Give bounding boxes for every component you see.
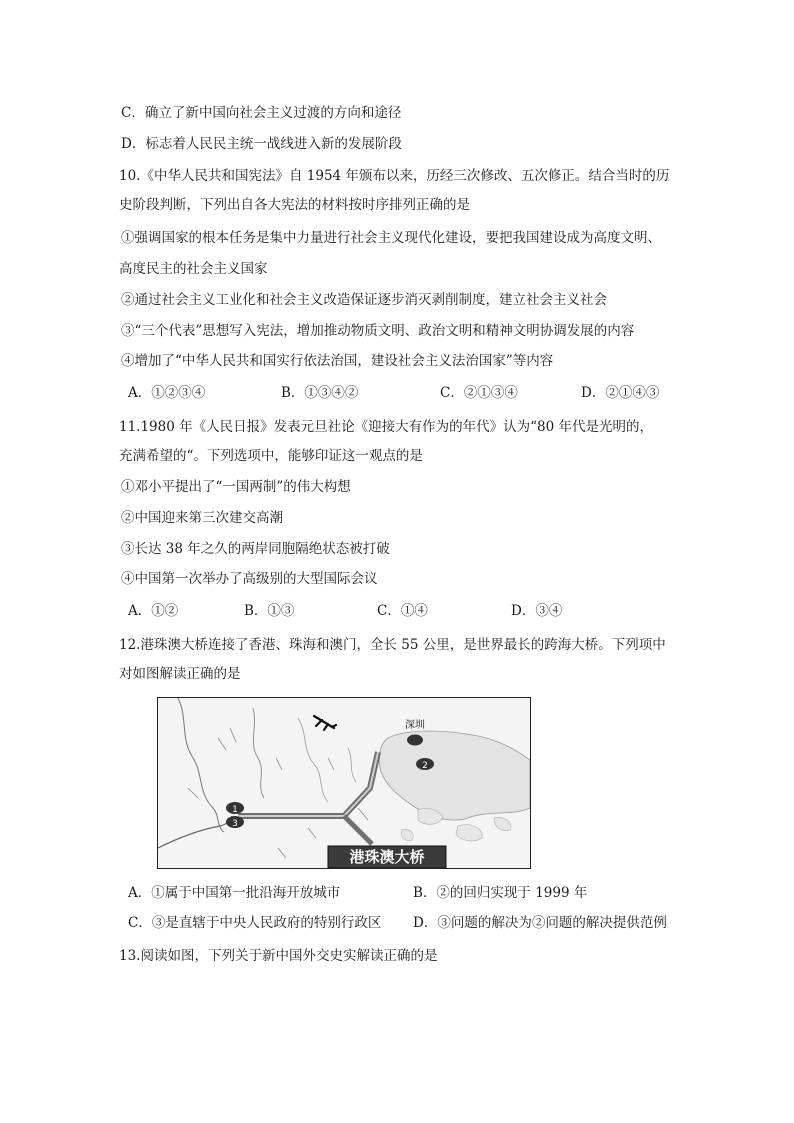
q10-item-1-cont: 高度民主的社会主义国家 (119, 261, 268, 277)
q11-item-4: ④中国第一次举办了高级别的大型国际会议 (121, 571, 378, 587)
q12-stem-line2: 对如图解读正确的是 (119, 666, 241, 682)
q10-item-2: ②通过社会主义工业化和社会主义改造保证逐步消灭剥削制度，建立社会主义社会 (121, 292, 607, 308)
q10-option-a: A．①②③④ (128, 385, 206, 401)
q12-options-row1 (0, 884, 794, 902)
q10-item-4: ④增加了“中华人民共和国实行依法治国，建设社会主义法治国家”等内容 (121, 353, 554, 369)
q11-stem-line2: 充满希望的“。下列选项中，能够印证这一观点的是 (119, 448, 423, 464)
shenzhen-label: 深圳 (405, 720, 425, 731)
q11-options (0, 602, 794, 620)
q12-option-a: A．①属于中国第一批沿海开放城市 (128, 885, 341, 901)
svg-text:2: 2 (422, 761, 428, 771)
q9-option-d: D．标志着人民民主统一战线进入新的发展阶段 (121, 136, 402, 152)
q12-option-d: D．③问题的解决为②问题的解决提供范例 (413, 915, 667, 931)
q10-option-b: B．①③④② (281, 385, 359, 401)
q10-stem-line1: 10.《中华人民共和国宪法》自 1954 年颁布以来，历经三次修改、五次修正。结合当时的历 (119, 168, 670, 184)
q11-item-2: ②中国迎来第三次建交高潮 (121, 510, 283, 526)
q9-option-c: C．确立了新中国向社会主义过渡的方向和途径 (121, 105, 402, 121)
q12-stem-line1: 12.港珠澳大桥连接了香港、珠海和澳门，全长 55 公里，是世界最长的跨海大桥。下列项中 (119, 637, 666, 653)
q12-options-row2 (0, 914, 794, 932)
bridge-label: 港珠澳大桥 (349, 848, 425, 866)
svg-text:1: 1 (232, 805, 238, 815)
q13-stem: 13.阅读如图，下列关于新中国外交史实解读正确的是 (119, 948, 438, 964)
bridge-label-box (328, 846, 446, 868)
q11-option-a: A．①② (128, 603, 179, 619)
q11-option-d: D．③④ (511, 603, 563, 619)
q11-option-b: B．①③ (244, 603, 295, 619)
q10-item-1: ①强调国家的根本任务是集中力量进行社会主义现代化建设，要把我国建设成为高度文明、 (121, 230, 661, 246)
map-graphic (158, 698, 530, 868)
q11-stem-line1: 11.1980 年《人民日报》发表元旦社论《迎接大有作为的年代》认为“80 年代是光明的， (119, 419, 653, 435)
q10-stem-line2: 史阶段判断，下列出自各大宪法的材料按时序排列正确的是 (119, 197, 470, 213)
svg-text:3: 3 (232, 819, 238, 829)
q10-options (0, 384, 794, 402)
hzmb-map (157, 697, 531, 869)
q10-option-c: C．②①③④ (440, 385, 518, 401)
q11-item-1: ①邓小平提出了“一国两制”的伟大构想 (121, 479, 351, 495)
q10-option-d: D．②①④③ (581, 385, 660, 401)
q11-item-3: ③长达 38 年之久的两岸同胞隔绝状态被打破 (121, 541, 390, 557)
q10-item-3: ③“三个代表”思想写入宪法，增加推动物质文明、政治文明和精神文明协调发展的内容 (121, 323, 635, 339)
q11-option-c: C．①④ (377, 603, 428, 619)
q12-option-c: C．③是直辖于中央人民政府的特别行政区 (128, 915, 382, 931)
q12-option-b: B．②的回归实现于 1999 年 (413, 885, 588, 901)
